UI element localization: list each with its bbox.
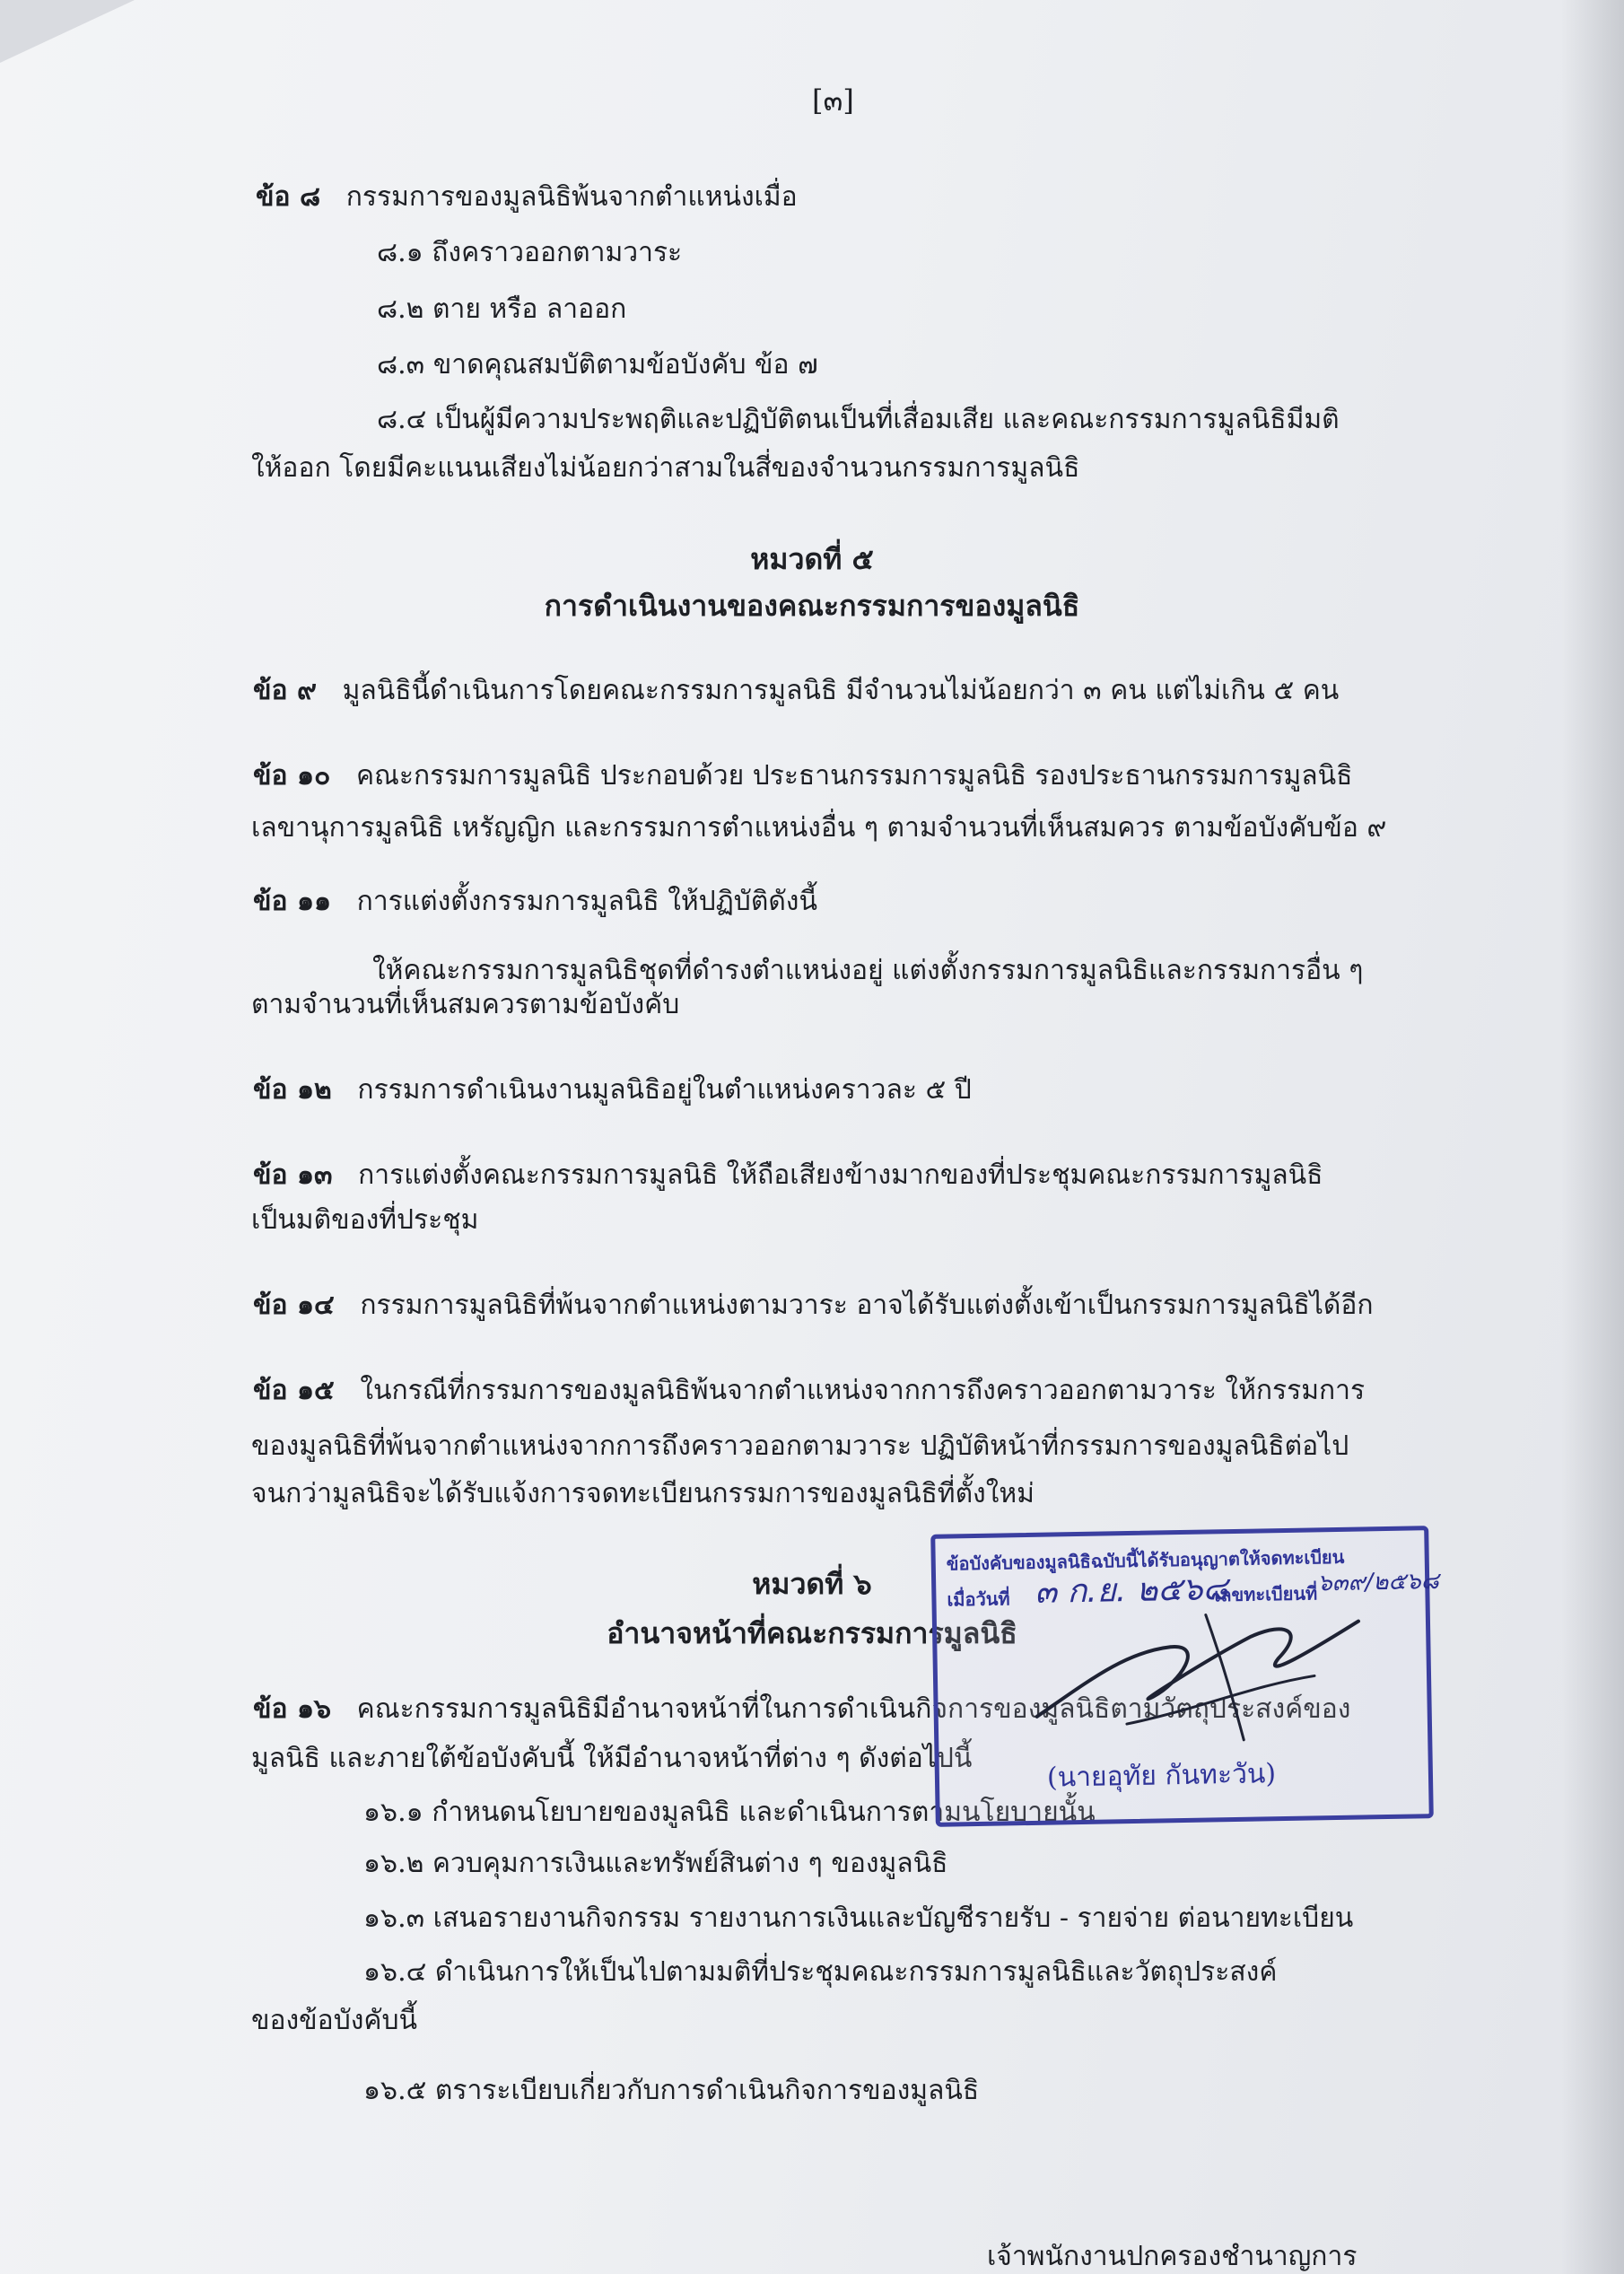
clause-number: ข้อ ๑๒ [253,1074,332,1106]
stamp-signer-name: (นายอุทัย กันทะวัน) [1046,1758,1277,1794]
clause-text: กรรมการของมูลนิธิพ้นจากตำแหน่งเมื่อ [345,181,798,213]
clause-16-2: ๑๖.๒ ควบคุมการเงินและทรัพย์สินต่าง ๆ ของมูลนิธิ [363,1848,948,1879]
clause-10 [253,758,1352,793]
clause-10-cont: เลขานุการมูลนิธิ เหรัญญิก และกรรมการตำแหน่งอื่น ๆ ตามจำนวนที่เห็นสมควร ตามข้อบังคับข้อ ๙ [251,812,1387,844]
clause-number: ข้อ ๘ [256,181,321,213]
clause-text: การแต่งตั้งกรรมการมูลนิธิ ให้ปฏิบัติดังนี้ [356,886,817,917]
clause-number: ข้อ ๙ [253,675,317,706]
clause-text: คณะกรรมการมูลนิธิมีอำนาจหน้าที่ในการดำเนินกิจการของมูลนิธิตามวัตถุประสงค์ของ [356,1693,1351,1725]
clause-11 [253,884,817,919]
clause-16-3: ๑๖.๓ เสนอรายงานกิจกรรม รายงานการเงินและบัญชีรายรับ - รายจ่าย ต่อนายทะเบียน [363,1902,1354,1934]
clause-8-4-cont: ให้ออก โดยมีคะแนนเสียงไม่น้อยกว่าสามในสี่ของจำนวนกรรมการมูลนิธิ [251,452,1080,484]
clause-8-1: ๘.๑ ถึงคราวออกตามวาระ [377,237,683,268]
clause-16-4: ๑๖.๔ ดำเนินการให้เป็นไปตามมติที่ประชุมคณะกรรมการมูลนิธิและวัตถุประสงค์ [363,1956,1278,1988]
stamp-date-value: ๓ ก.ย. ๒๕๖๘ [1034,1570,1228,1611]
stamp-date-label: เมื่อวันที่ [947,1587,1010,1611]
clause-number: ข้อ ๑๓ [253,1159,333,1191]
page-number: [๓] [812,83,854,118]
clause-12 [253,1072,972,1107]
clause-16-5: ๑๖.๕ ตราระเบียบเกี่ยวกับการดำเนินกิจการของมูลนิธิ [363,2075,980,2106]
chapter-6-subtitle: อำนาจหน้าที่คณะกรรมการมูลนิธิ [607,1616,1017,1650]
clause-8-4: ๘.๔ เป็นผู้มีความประพฤติและปฏิบัติตนเป็นที่เสื่อมเสีย และคณะกรรมการมูลนิธิมีมติ [377,404,1340,435]
page-edge-shadow [1561,0,1624,2274]
clause-text: กรรมการมูลนิธิที่พ้นจากตำแหน่งตามวาระ อาจได้รับแต่งตั้งเข้าเป็นกรรมการมูลนิธิได้อีก [360,1290,1374,1321]
clause-text: ในกรณีที่กรรมการของมูลนิธิพ้นจากตำแหน่งจากการถึงคราวออกตามวาระ ให้กรรมการ [360,1375,1366,1406]
clause-number: ข้อ ๑๑ [253,886,332,917]
clause-15-cont-2: จนกว่ามูลนิธิจะได้รับแจ้งการจดทะเบียนกรรมการของมูลนิธิที่ตั้งใหม่ [251,1478,1035,1509]
clause-number: ข้อ ๑๕ [253,1375,335,1406]
clause-14 [253,1288,1374,1323]
stamp-approval-line: ข้อบังคับของมูลนิธิฉบับนี้ได้รับอนุญาตให้จดทะเบียน [946,1545,1345,1575]
clause-text: การแต่งตั้งคณะกรรมการมูลนิธิ ให้ถือเสียงข้างมากของที่ประชุมคณะกรรมการมูลนิธิ [358,1159,1323,1191]
clause-13 [253,1158,1323,1193]
clause-text: คณะกรรมการมูลนิธิ ประกอบด้วย ประธานกรรมการมูลนิธิ รองประธานกรรมการมูลนิธิ [355,760,1353,792]
chapter-5-title: หมวดที่ ๕ [750,542,874,576]
registration-stamp [930,1526,1439,1827]
chapter-6-title: หมวดที่ ๖ [752,1567,872,1601]
chapter-5-subtitle: การดำเนินงานของคณะกรรมการของมูลนิธิ [544,589,1080,623]
stamp-reg-label: เลขทะเบียนที่ [1214,1582,1318,1606]
clause-text: มูลนิธินี้ดำเนินการโดยคณะกรรมการมูลนิธิ มีจำนวนไม่น้อยกว่า ๓ คน แต่ไม่เกิน ๕ คน [342,675,1340,706]
clause-11-cont: ตามจำนวนที่เห็นสมควรตามข้อบังคับ [251,989,680,1020]
clause-8-3: ๘.๓ ขาดคุณสมบัติตามข้อบังคับ ข้อ ๗ [377,349,818,380]
stamp-reg-value: ๖๓๙/๒๕๖๘ [1316,1567,1439,1597]
clause-16-cont: มูลนิธิ และภายใต้ข้อบังคับนี้ ให้มีอำนาจหน้าที่ต่าง ๆ ดังต่อไปนี้ [251,1743,973,1774]
clause-9 [253,673,1339,708]
signer-title: เจ้าพนักงานปกครองชำนาญการ [987,2241,1358,2272]
clause-13-cont: เป็นมติของที่ประชุม [251,1204,479,1236]
clause-8 [256,179,798,214]
clause-15-cont-1: ของมูลนิธิที่พ้นจากตำแหน่งจากการถึงคราวออกตามวาระ ปฏิบัติหน้าที่กรรมการของมูลนิธิต่อไป [251,1430,1349,1462]
clause-text: กรรมการดำเนินงานมูลนิธิอยู่ในตำแหน่งคราวละ ๕ ปี [357,1074,972,1106]
clause-8-2: ๘.๒ ตาย หรือ ลาออก [377,293,627,325]
signature-image [1017,1594,1378,1753]
clause-number: ข้อ ๑๖ [253,1693,332,1725]
clause-15 [253,1373,1365,1408]
page-corner-fold [0,0,135,63]
clause-16-1: ๑๖.๑ กำหนดนโยบายของมูลนิธิ และดำเนินการตามนโยบายนั้น [363,1797,1096,1828]
clause-16-4-cont: ของข้อบังคับนี้ [251,2005,418,2036]
clause-11-body: ให้คณะกรรมการมูลนิธิชุดที่ดำรงตำแหน่งอยู่ แต่งตั้งกรรมการมูลนิธิและกรรมการอื่น ๆ [372,955,1364,986]
clause-number: ข้อ ๑๐ [253,760,331,792]
clause-number: ข้อ ๑๔ [253,1290,335,1321]
